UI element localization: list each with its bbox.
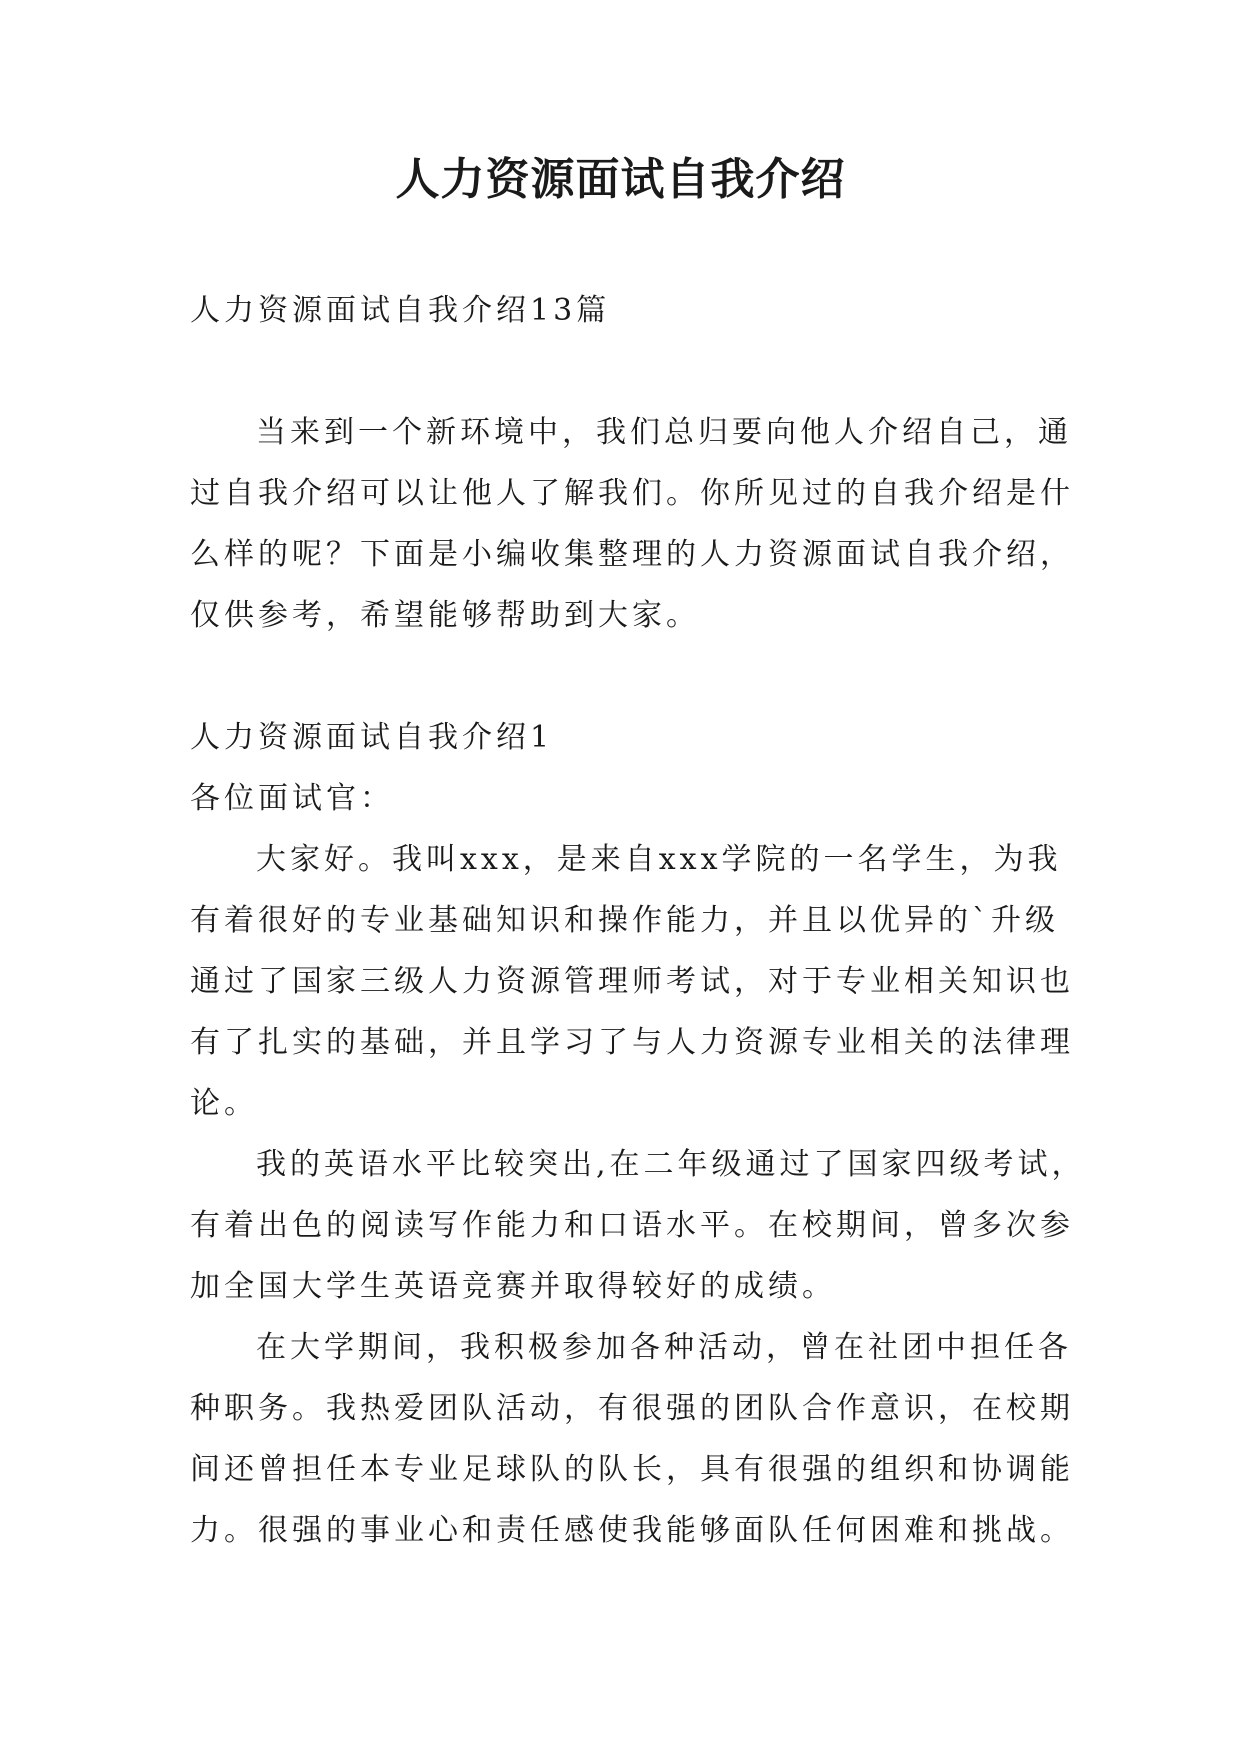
paragraph-line: 大家好。我叫xxx，是来自xxx学院的一名学生，为我 [256, 842, 1062, 877]
paragraph-line: 当来到一个新环境中，我们总归要向他人介绍自己，通 [256, 415, 1072, 450]
paragraph-line: 有了扎实的基础，并且学习了与人力资源专业相关的法律理 [190, 1025, 1074, 1060]
paragraph-line: 加全国大学生英语竞赛并取得较好的成绩。 [190, 1269, 836, 1304]
paragraph-line: 通过了国家三级人力资源管理师考试，对于专业相关知识也 [190, 964, 1074, 999]
paragraph-3 [190, 1317, 1074, 1561]
paragraph-line: 仅供参考，希望能够帮助到大家。 [190, 598, 700, 633]
paragraph-line: 种职务。我热爱团队活动，有很强的团队合作意识，在校期 [190, 1391, 1074, 1426]
paragraph-line: 过自我介绍可以让他人了解我们。你所见过的自我介绍是什 [190, 476, 1074, 511]
paragraph-line: 力。很强的事业心和责任感使我能够面队任何困难和挑战。 [190, 1513, 1074, 1548]
spacer [190, 341, 1050, 402]
paragraph-line: 论。 [190, 1086, 258, 1121]
paragraph-1 [190, 829, 1074, 1134]
document-title: 人力资源面试自我介绍 [395, 154, 846, 205]
intro-paragraph [190, 402, 1074, 646]
paragraph-line: 在大学期间，我积极参加各种活动，曾在社团中担任各 [256, 1330, 1072, 1365]
document-body [190, 280, 1086, 1561]
section-heading: 人力资源面试自我介绍1 [190, 720, 554, 755]
paragraph-line: 间还曾担任本专业足球队的队长，具有很强的组织和协调能 [190, 1452, 1074, 1487]
paragraph-2 [190, 1134, 1086, 1317]
paragraph-line: 么样的呢？下面是小编收集整理的人力资源面试自我介绍， [190, 537, 1074, 572]
salutation: 各位面试官： [190, 781, 394, 816]
spacer [190, 646, 1050, 707]
document-subtitle: 人力资源面试自我介绍13篇 [190, 293, 611, 328]
paragraph-line: 我的英语水平比较突出,在二年级通过了国家四级考试， [256, 1147, 1086, 1182]
paragraph-line: 有着出色的阅读写作能力和口语水平。在校期间，曾多次参 [190, 1208, 1074, 1243]
paragraph-line: 有着很好的专业基础知识和操作能力，并且以优异的`升级 [190, 903, 1059, 938]
